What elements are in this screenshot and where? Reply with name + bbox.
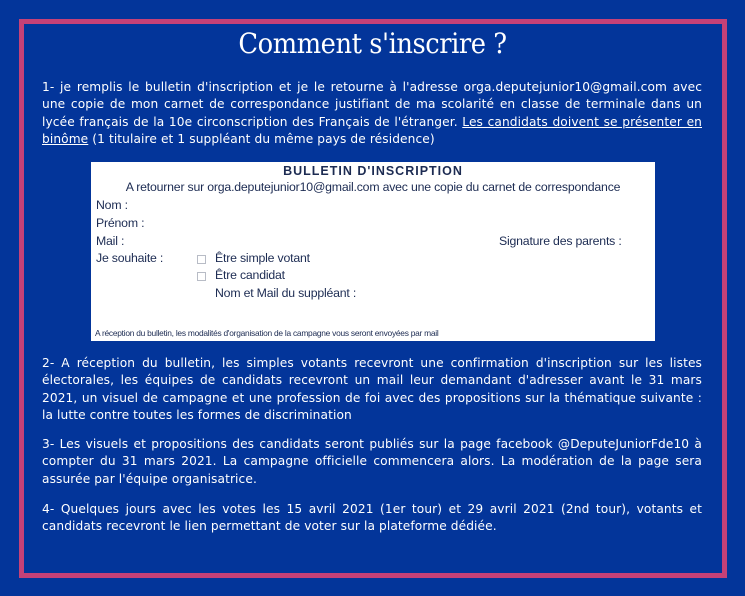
- registration-form-image: [91, 162, 655, 341]
- bulletin-title: BULLETIN D'INSCRIPTION: [283, 164, 463, 178]
- suppleant-label: Nom et Mail du suppléant :: [215, 286, 357, 300]
- page-title: Comment s'inscrire ?: [238, 27, 507, 60]
- checkbox-candidat: [197, 272, 206, 281]
- step-2-paragraph: 2- A réception du bulletin, les simples votants recevront une confirmation d'inscription sur les listes électorales, les équipes de candidats recevront un mail leur demandant d'adresser avant le 31 mars 2021, un visuel de campagne et une profession de foi avec des propositions sur la thématique suivante : la lutte contre toutes les formes de discrimination: [42, 356, 702, 422]
- souhaite-label: Je souhaite :: [96, 251, 164, 265]
- step-1-text: 1- je remplis le bulletin d'inscription et je le retourne à l'adresse orga.deputejunior10@gmail.com avec une copie de mon carnet de correspondance justifiant de ma scolarité en classe de terminale dans un lycée français de la 10e circonscription des Français de l'étranger.: [42, 80, 702, 129]
- checkbox-simple-votant: [197, 255, 206, 264]
- bulletin-footer: A réception du bulletin, les modalités d'organisation de la campagne vous seront envoyées par mail: [95, 328, 439, 338]
- field-prenom-label: Prénom :: [96, 216, 145, 230]
- step-1-paragraph: [42, 79, 702, 148]
- signature-label: Signature des parents :: [499, 234, 622, 248]
- step-1-after-text: (1 titulaire et 1 suppléant du même pays de résidence): [88, 131, 435, 146]
- bulletin-subtitle: A retourner sur orga.deputejunior10@gmail.com avec une copie du carnet de correspondance: [125, 180, 621, 194]
- field-nom-label: Nom :: [96, 198, 128, 212]
- field-mail-label: Mail :: [96, 234, 125, 248]
- option-candidat-label: Être candidat: [215, 268, 285, 282]
- option-simple-votant-label: Être simple votant: [215, 251, 310, 265]
- step-4-paragraph: 4- Quelques jours avec les votes les 15 avril 2021 (1er tour) et 29 avril 2021 (2nd tour), votants et candidats recevront le lien permettant de voter sur la plateforme dédiée.: [42, 502, 702, 534]
- step-3-paragraph: 3- Les visuels et propositions des candidats seront publiés sur la page facebook @DeputeJuniorFde10 à compter du 31 mars 2021. La campagne officielle commencera alors. La modération de la page sera assurée par l'équipe organisatrice.: [42, 437, 702, 486]
- step-1-underlined-text: Les candidats doivent se présenter en binôme: [42, 114, 702, 146]
